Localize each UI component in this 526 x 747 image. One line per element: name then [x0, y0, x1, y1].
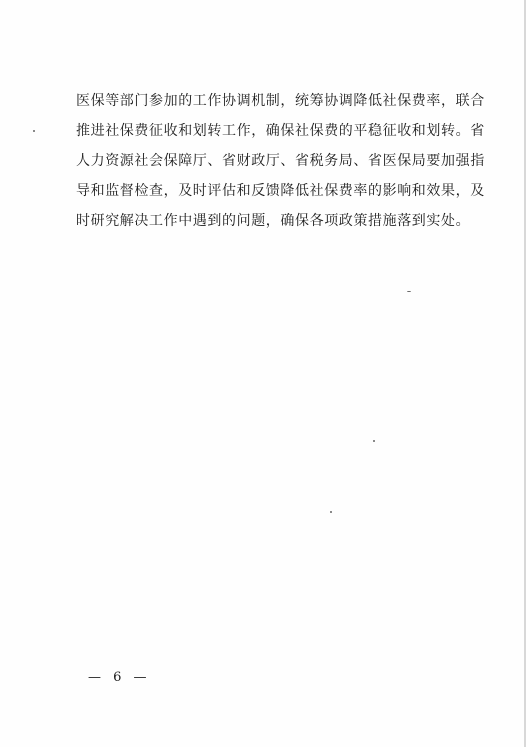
paragraph-line: 人力资源社会保障厅、省财政厅、省税务局、省医保局要加强指: [76, 153, 485, 169]
scan-speck: [373, 440, 375, 442]
scan-speck: [407, 291, 411, 292]
paragraph-line: 时研究解决工作中遇到的问题，确保各项政策措施落到实处。: [76, 213, 471, 229]
paragraph-line: 导和监督检查，及时评估和反馈降低社保费率的影响和效果，及: [76, 183, 485, 199]
scan-speck: [330, 511, 332, 513]
body-paragraph: [76, 86, 485, 236]
paragraph-line: 推进社保费征收和划转工作，确保社保费的平稳征收和划转。省: [76, 123, 485, 139]
scan-speck: [33, 130, 35, 132]
page-number: — 6 —: [88, 670, 151, 685]
paragraph-line: 医保等部门参加的工作协调机制，统筹协调降低社保费率，联合: [76, 93, 485, 109]
